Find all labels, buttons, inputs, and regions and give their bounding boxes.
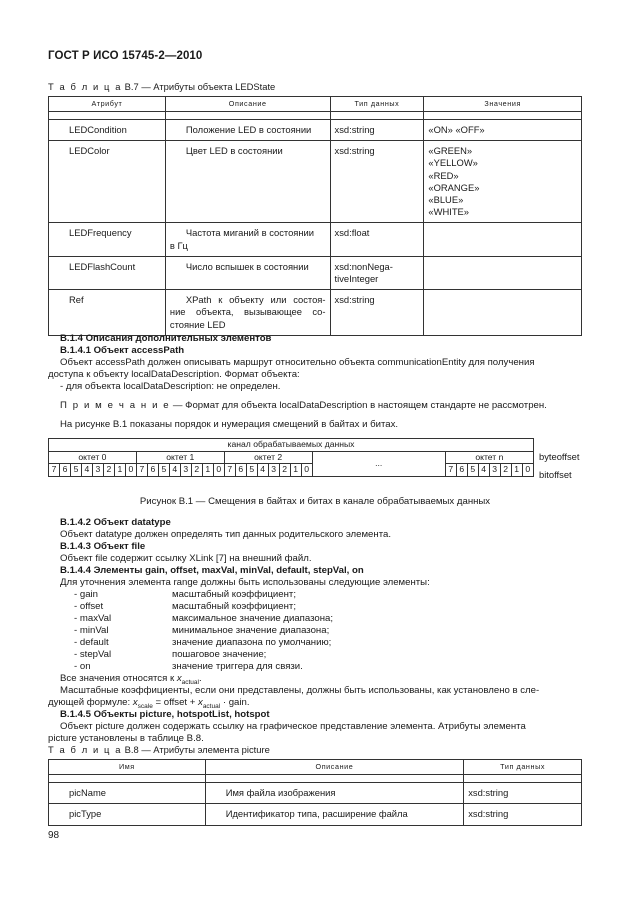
table-b8-caption — [48, 744, 270, 756]
value-item: «YELLOW» — [428, 157, 478, 169]
cell-type — [330, 256, 424, 289]
definition-item — [74, 625, 329, 637]
text-run: Все значения относятся к — [60, 673, 177, 684]
cell-type: xsd:string — [464, 804, 582, 826]
table-b7 — [48, 96, 582, 336]
octet-label: октет 1 — [136, 451, 224, 464]
table-b7-caption — [48, 81, 275, 93]
octet-ellipsis: ... — [312, 451, 445, 476]
bit-cell: 7 — [224, 464, 235, 477]
bit-cell: 3 — [268, 464, 279, 477]
desc-line: ние объекта, вызывающее со- — [169, 306, 326, 318]
table-spacer-row — [49, 775, 582, 783]
value-item: «WHITE» — [428, 206, 470, 218]
text-run: · gain. — [220, 697, 250, 708]
table-row — [49, 256, 582, 289]
paragraph-line: Объект datatype должен определять тип данных родительского элемента. — [60, 529, 391, 540]
cell-type: xsd:string — [330, 120, 424, 141]
bit-cell: 2 — [500, 464, 511, 477]
definition-item — [74, 637, 331, 649]
table-row — [49, 223, 582, 256]
bit-cell: 1 — [511, 464, 522, 477]
definition-item — [74, 661, 303, 673]
table-caption-text: В.8 — Атрибуты элемента picture — [124, 744, 270, 755]
subsection-heading: В.1.4.1 Объект accessPath — [60, 345, 185, 356]
desc-line: стояние LED — [169, 318, 226, 330]
cell-description — [165, 223, 330, 256]
definition-key: - minVal — [74, 625, 109, 636]
paragraph-line: Все значения относятся к $x_{actual}$. — [60, 673, 202, 686]
byte-bit-offset-diagram — [48, 438, 534, 477]
table-header-row — [49, 760, 582, 775]
var-x: x — [176, 673, 182, 684]
note — [60, 400, 582, 412]
cell-name: picType — [49, 804, 206, 826]
column-header: Атрибут — [49, 97, 166, 112]
cell-values — [424, 223, 582, 256]
definition-value: масштабный коэффициент; — [172, 589, 296, 600]
paragraph-line: Для уточнения элемента range должны быть использованы следующие элементы: — [60, 577, 430, 588]
type-line: tiveInteger — [334, 273, 379, 285]
bit-cell: 0 — [125, 464, 136, 477]
cell-type: xsd:float — [330, 223, 424, 256]
text-run: = offset + — [152, 697, 199, 708]
paragraph-line: Объект picture должен содержать ссылку на графическое представление элемента. Атрибуты элемента — [60, 721, 526, 732]
paragraph-line: Объект accessPath должен описывать маршрут относительно объекта communicationEntity для получения — [60, 357, 535, 368]
column-header: Имя — [49, 760, 206, 775]
octet-label: октет n — [445, 451, 533, 464]
bit-cell: 2 — [191, 464, 202, 477]
definition-value: масштабный коэффициент; — [172, 601, 296, 612]
bit-cell: 6 — [147, 464, 158, 477]
definition-item — [74, 589, 296, 601]
subsection-heading: В.1.4.3 Объект file — [60, 541, 146, 552]
table-row — [49, 804, 582, 826]
bit-cell: 6 — [456, 464, 467, 477]
bit-cell: 0 — [213, 464, 224, 477]
bit-cell: 2 — [103, 464, 114, 477]
bit-cell: 7 — [49, 464, 60, 477]
paragraph-line: Масштабные коэффициенты, если они представлены, должны быть использованы, как установлено в сле- — [60, 685, 540, 696]
definition-value: максимальное значение диапазона; — [172, 613, 334, 624]
type-line: xsd:nonNega- — [334, 260, 393, 272]
definition-key: - maxVal — [74, 613, 112, 624]
table-row — [49, 783, 582, 804]
definition-item — [74, 601, 296, 613]
bit-cell: 0 — [522, 464, 533, 477]
table-b8 — [48, 759, 582, 826]
octet-label: октет 2 — [224, 451, 312, 464]
cell-values: «ON» «OFF» — [424, 120, 582, 141]
cell-type: xsd:string — [464, 783, 582, 804]
desc-line: Частота миганий в состоянии — [185, 227, 315, 239]
cell-attribute: LEDFlashCount — [49, 256, 166, 289]
bit-cell: 1 — [290, 464, 301, 477]
cell-name: picName — [49, 783, 206, 804]
var-subscript: actual — [202, 702, 221, 710]
bit-cell: 6 — [59, 464, 70, 477]
subsection-heading: В.1.4.5 Объекты picture, hotspotList, hotspot — [60, 709, 270, 720]
table-caption-prefix: Т а б л и ц а — [48, 81, 123, 92]
text-run: дующей формуле: — [48, 697, 133, 708]
column-header: Описание — [205, 760, 463, 775]
cell-attribute: LEDCondition — [49, 120, 166, 141]
figure-caption: Рисунок В.1 — Смещения в байтах и битах в канале обрабатываемых данных — [139, 496, 491, 507]
page-number: 98 — [48, 830, 60, 841]
definition-value: минимальное значение диапазона; — [172, 625, 330, 636]
definition-value: пошаговое значение; — [172, 649, 267, 660]
byteoffset-label: byteoffset — [539, 451, 580, 462]
cell-description: Имя файла изображения — [205, 783, 463, 804]
definition-key: - on — [74, 661, 91, 672]
channel-label: канал обрабатываемых данных — [49, 439, 534, 452]
column-header: Описание — [165, 97, 330, 112]
bit-cell: 4 — [257, 464, 268, 477]
cell-values — [424, 141, 582, 223]
cell-attribute: LEDFrequency — [49, 223, 166, 256]
table-caption-text: В.7 — Атрибуты объекта LEDState — [124, 81, 276, 92]
var-x: x — [198, 697, 203, 708]
table-row — [49, 141, 582, 223]
bit-cell: 2 — [279, 464, 290, 477]
bit-cell: 1 — [114, 464, 125, 477]
bit-cell: 6 — [235, 464, 246, 477]
bit-row — [49, 464, 534, 477]
table-row — [49, 290, 582, 336]
definition-key: - default — [74, 637, 109, 648]
cell-attribute: Ref — [49, 290, 166, 336]
subsection-heading: В.1.4.2 Объект datatype — [60, 517, 171, 528]
cell-values — [424, 290, 582, 336]
bit-cell: 3 — [489, 464, 500, 477]
definition-item — [74, 649, 266, 661]
bit-cell: 1 — [202, 464, 213, 477]
list-item: - для объекта localDataDescription: не определен. — [60, 381, 281, 392]
section-heading: В.1.4 Описания дополнительных элементов — [60, 333, 272, 344]
paragraph-line: На рисунке В.1 показаны порядок и нумерация смещений в байтах и битах. — [60, 419, 399, 430]
definition-key: - gain — [74, 589, 98, 600]
value-item: «ORANGE» — [428, 181, 480, 193]
column-header: Значения — [424, 97, 582, 112]
table-caption-prefix: Т а б л и ц а — [48, 744, 123, 755]
cell-type: xsd:string — [330, 290, 424, 336]
bit-cell: 3 — [92, 464, 103, 477]
note-prefix: П р и м е ч а н и е — [60, 400, 171, 411]
cell-description — [165, 290, 330, 336]
definition-value: значение триггера для связи. — [172, 661, 303, 672]
desc-line: в Гц — [169, 239, 188, 251]
column-header: Тип данных — [464, 760, 582, 775]
bit-cell: 5 — [246, 464, 257, 477]
octet-label: октет 0 — [49, 451, 137, 464]
value-item: «BLUE» — [428, 194, 464, 206]
bit-cell: 7 — [136, 464, 147, 477]
value-item: «GREEN» — [428, 145, 473, 157]
bit-cell: 7 — [445, 464, 456, 477]
bit-cell: 0 — [301, 464, 312, 477]
value-item: «RED» — [428, 169, 459, 181]
note-text: — Формат для объекта localDataDescription в настоящем стандарте не рассмотрен. — [172, 400, 547, 411]
bit-cell: 3 — [180, 464, 191, 477]
cell-description: Положение LED в состоянии — [165, 120, 330, 141]
definition-item — [74, 613, 333, 625]
table-row — [49, 120, 582, 141]
cell-attribute: LEDColor — [49, 141, 166, 223]
table-spacer-row — [49, 112, 582, 120]
definition-value: значение диапазона по умолчанию; — [172, 637, 332, 648]
paragraph-line: Объект file содержит ссылку XLink [7] на внешний файл. — [60, 553, 312, 564]
bit-cell: 5 — [70, 464, 81, 477]
cell-description: Число вспышек в состоянии — [165, 256, 330, 289]
definition-key: - stepVal — [74, 649, 112, 660]
cell-values — [424, 256, 582, 289]
table-header-row — [49, 97, 582, 112]
cell-type: xsd:string — [330, 141, 424, 223]
bit-cell: 5 — [158, 464, 169, 477]
bit-cell: 4 — [478, 464, 489, 477]
document-id: ГОСТ Р ИСО 15745-2—2010 — [48, 50, 203, 62]
desc-line: XPath к объекту или состоя- — [185, 294, 326, 306]
definition-key: - offset — [74, 601, 104, 612]
bit-cell: 5 — [467, 464, 478, 477]
paragraph-line: picture установлены в таблице В.8. — [48, 733, 204, 744]
cell-description: Цвет LED в состоянии — [165, 141, 330, 223]
column-header: Тип данных — [330, 97, 424, 112]
paragraph-line: доступа к объекту localDataDescription. Формат объекта: — [48, 369, 300, 380]
bitoffset-label: bitoffset — [539, 469, 572, 480]
bit-cell: 4 — [169, 464, 180, 477]
subsection-heading: В.1.4.4 Элементы gain, offset, maxVal, minVal, default, stepVal, on — [60, 565, 364, 576]
var-subscript: actual — [181, 678, 199, 686]
var-subscript: scale — [137, 702, 153, 710]
cell-description: Идентификатор типа, расширение файла — [205, 804, 463, 826]
var-x: x — [132, 697, 138, 708]
bit-cell: 4 — [81, 464, 92, 477]
